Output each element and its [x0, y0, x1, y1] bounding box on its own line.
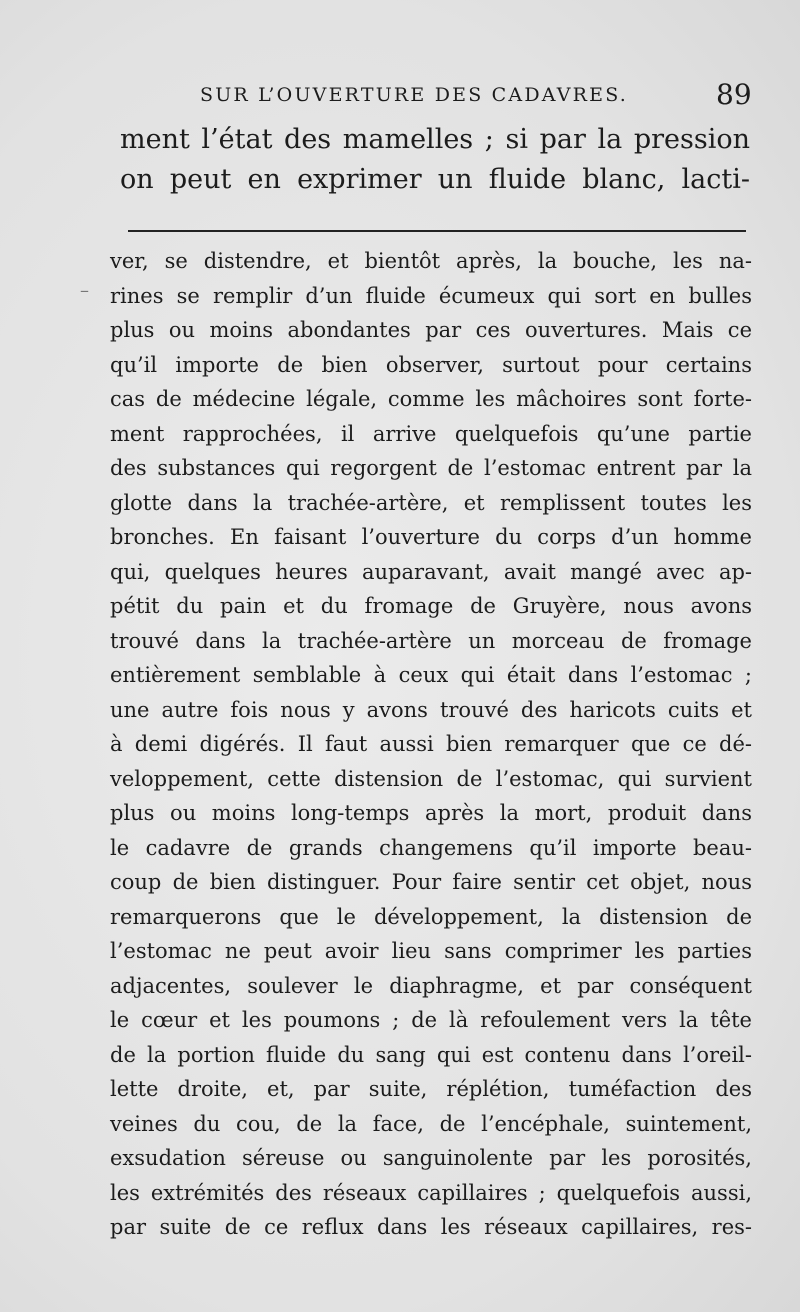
text-line: lette droite, et, par suite, réplétion, tuméfaction des: [110, 1077, 752, 1101]
text-line: plus ou moins abondantes par ces ouvertures. Mais ce: [110, 318, 752, 342]
text-line: bronches. En faisant l’ouverture du corps d’un homme: [110, 525, 752, 549]
text-line: l’estomac ne peut avoir lieu sans comprimer les parties: [110, 939, 752, 963]
text-line: par suite de ce reflux dans les réseaux capillaires, res-: [110, 1215, 752, 1239]
text-line: qu’il importe de bien observer, surtout pour certains: [110, 352, 752, 377]
text-line: veloppement, cette distension de l’estomac, qui survient: [110, 766, 752, 791]
body-text: [110, 244, 752, 1245]
text-line: qui, quelques heures auparavant, avait mangé avec ap-: [110, 559, 752, 584]
text-line: de la portion fluide du sang qui est contenu dans l’oreil-: [110, 1042, 752, 1067]
text-line: une autre fois nous y avons trouvé des haricots cuits et: [110, 697, 752, 722]
text-line: entièrement semblable à ceux qui était dans l’estomac ;: [110, 663, 752, 687]
separator-rule: [128, 230, 746, 232]
text-line: rines se remplir d’un fluide écumeux qui sort en bulles: [110, 283, 752, 308]
text-line: adjacentes, soulever le diaphragme, et par conséquent: [110, 973, 752, 998]
text-line: cas de médecine légale, comme les mâchoires sont forte-: [110, 387, 752, 411]
page-number: 89: [716, 78, 752, 111]
text-line: à demi digérés. Il faut aussi bien remarquer que ce dé-: [110, 732, 752, 756]
text-line: exsudation séreuse ou sanguinolente par les porosités,: [110, 1146, 752, 1170]
text-line: remarquerons que le développement, la distension de: [110, 904, 752, 929]
text-line: le cadavre de grands changemens qu’il importe beau-: [110, 835, 752, 860]
lead-line-1: ment l’état des mamelles ; si par la pression: [120, 124, 750, 155]
text-line: ver, se distendre, et bientôt après, la bouche, les na-: [110, 249, 752, 273]
text-line: les extrémités des réseaux capillaires ; quelquefois aussi,: [110, 1180, 752, 1205]
text-line: pétit du pain et du fromage de Gruyère, nous avons: [110, 594, 752, 618]
margin-mark: –: [80, 280, 89, 301]
text-line: plus ou moins long-temps après la mort, produit dans: [110, 801, 752, 825]
text-line: coup de bien distinguer. Pour faire sentir cet objet, nous: [110, 870, 752, 894]
text-line: le cœur et les poumons ; de là refoulement vers la tête: [110, 1008, 752, 1032]
text-line: veines du cou, de la face, de l’encéphale, suintement,: [110, 1111, 752, 1136]
text-line: glotte dans la trachée-artère, et remplissent toutes les: [110, 490, 752, 515]
text-line: trouvé dans la trachée-artère un morceau de fromage: [110, 628, 752, 653]
text-line: ment rapprochées, il arrive quelquefois qu’une partie: [110, 421, 752, 446]
lead-line-2: on peut en exprimer un fluide blanc, lacti-: [120, 164, 750, 195]
text-line: des substances qui regorgent de l’estomac entrent par la: [110, 456, 752, 480]
running-head: SUR L’OUVERTURE DES CADAVRES.: [200, 84, 629, 106]
